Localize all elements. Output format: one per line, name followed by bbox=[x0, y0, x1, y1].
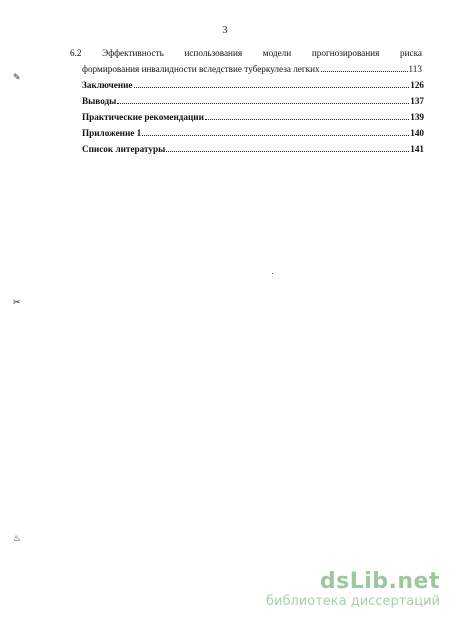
toc-word: риска bbox=[399, 48, 422, 58]
toc-entry bbox=[82, 93, 424, 109]
toc-word: прогнозирования bbox=[311, 48, 380, 58]
toc-entry bbox=[82, 141, 424, 157]
margin-scan-mark: ✂ bbox=[13, 297, 21, 307]
toc-entry bbox=[82, 125, 424, 141]
toc-page-number: 141 bbox=[410, 144, 424, 154]
dot-leader bbox=[117, 103, 409, 104]
toc-page-number: 137 bbox=[410, 96, 424, 106]
scan-speck bbox=[272, 273, 273, 274]
toc-entry-title: Приложение 1 bbox=[82, 128, 142, 138]
toc-entry-title: Заключение bbox=[82, 80, 133, 90]
page-number: 3 bbox=[222, 25, 228, 36]
toc-entry-line-2 bbox=[70, 61, 422, 77]
toc-page-number: 126 bbox=[410, 80, 424, 90]
dot-leader bbox=[166, 151, 409, 152]
watermark-subtitle: библиотека диссертаций bbox=[266, 594, 440, 609]
dot-leader bbox=[205, 119, 409, 120]
toc-entry-6-2 bbox=[70, 45, 422, 77]
toc-entry-title: Практические рекомендации bbox=[82, 112, 204, 122]
toc-entry-line-1 bbox=[70, 45, 422, 61]
toc-entry-title: формирования инвалидности вследствие туберкулеза легких bbox=[82, 64, 320, 74]
toc-word: модели bbox=[262, 48, 292, 58]
watermark bbox=[266, 570, 440, 610]
toc-entry bbox=[82, 77, 424, 93]
toc-entry-title: Список литературы bbox=[82, 144, 166, 154]
toc-section-number: 6.2 bbox=[70, 48, 82, 58]
toc-word: Эффективность bbox=[102, 48, 164, 58]
toc-entry-title: Выводы bbox=[82, 96, 117, 106]
watermark-logo: dsLib.net bbox=[319, 569, 440, 594]
dot-leader bbox=[134, 87, 410, 88]
toc-entry bbox=[82, 109, 424, 125]
margin-scan-mark: ✎ bbox=[13, 72, 21, 82]
margin-scan-mark: ♨ bbox=[13, 533, 22, 543]
toc-page-number: 140 bbox=[410, 128, 424, 138]
toc-page-number: 113 bbox=[408, 64, 422, 74]
toc-list bbox=[70, 77, 424, 157]
toc-word: использования bbox=[184, 48, 243, 58]
dot-leader bbox=[142, 135, 409, 136]
toc-page-number: 139 bbox=[410, 112, 424, 122]
dot-leader bbox=[321, 71, 408, 72]
